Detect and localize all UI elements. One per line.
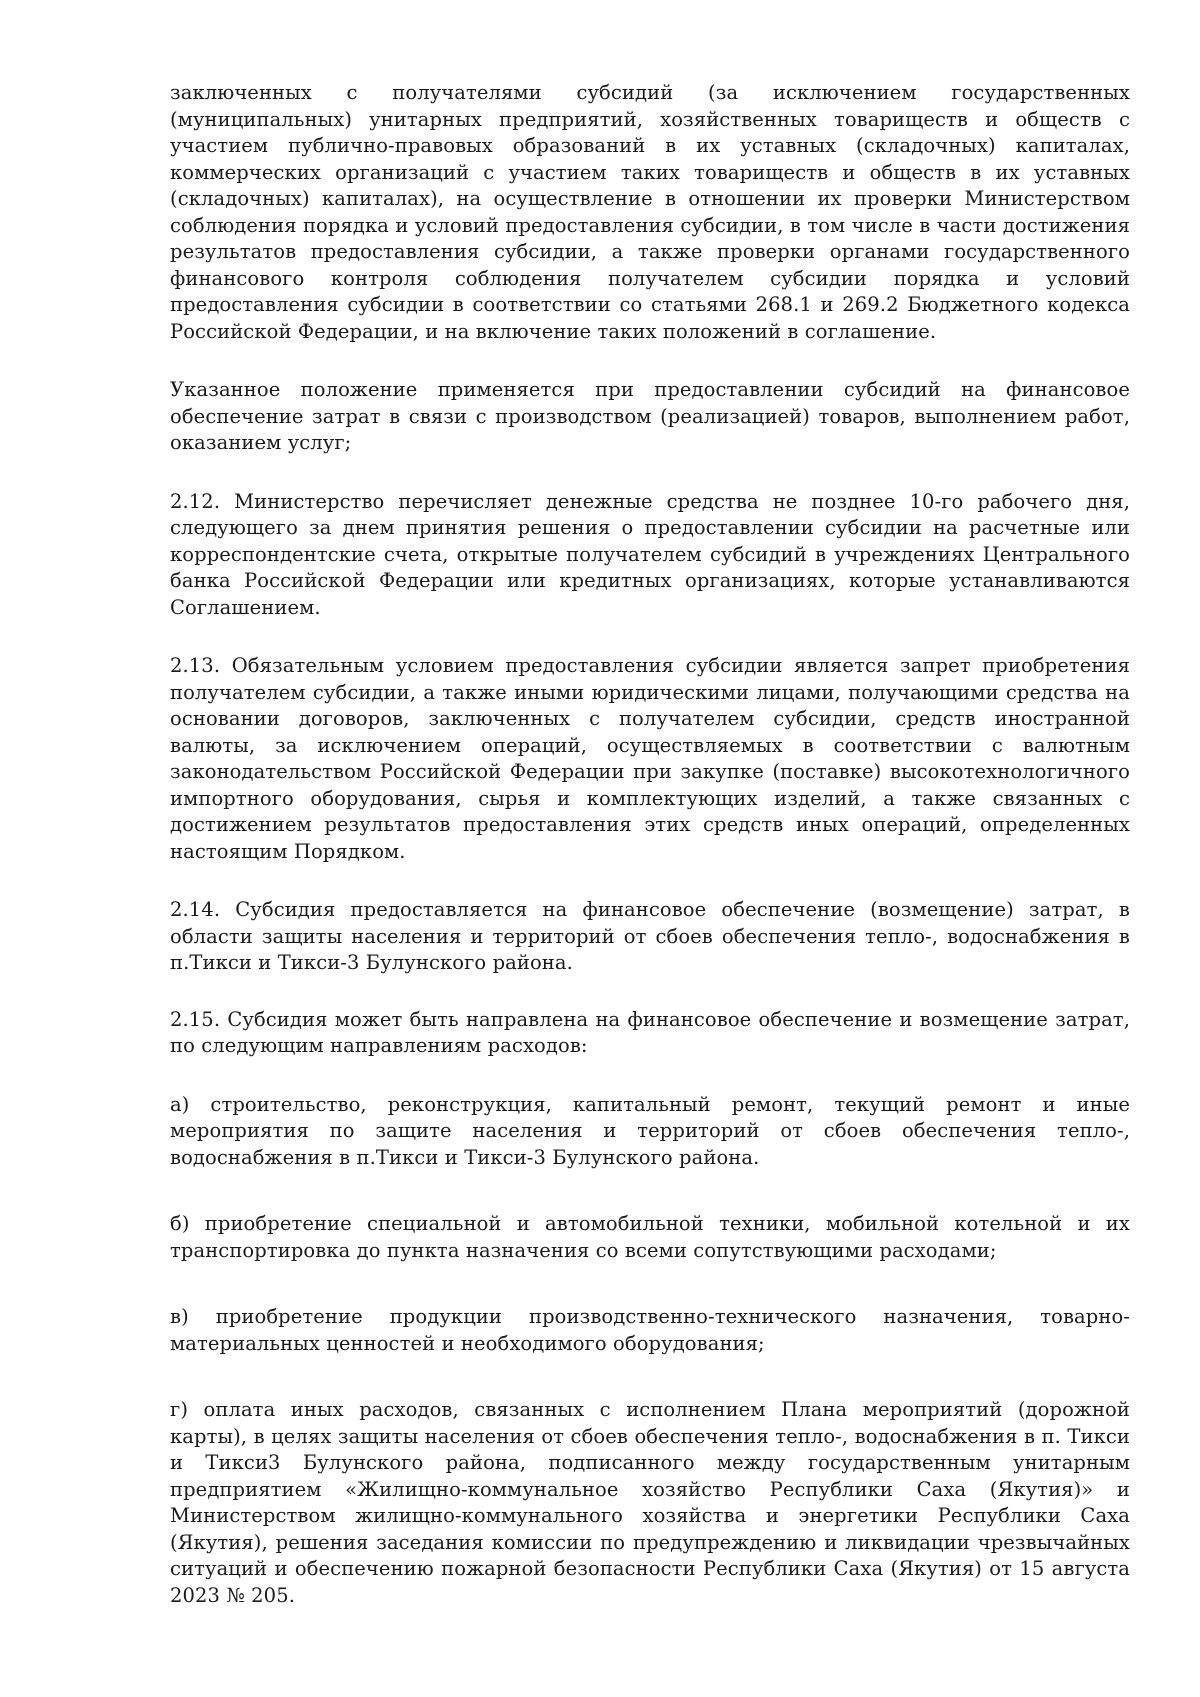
list-item-a: а) строительство, реконструкция, капитальный ремонт, текущий ремонт и иные мероприятия по защите населения и территорий от сбоев обеспечения тепло-, водоснабжения в п.Тикси и Тикси-3 Булунского района. xyxy=(170,1092,1130,1169)
paragraph-2-15: 2.15. Субсидия может быть направлена на финансовое обеспечение и возмещение затрат, по следующим направлениям расходов: xyxy=(170,1007,1130,1057)
list-item-b: б) приобретение специальной и автомобильной техники, мобильной котельной и их транспортировка до пункта назначения со всеми сопутствующими расходами; xyxy=(170,1212,1130,1262)
paragraph-2-12: 2.12. Министерство перечисляет денежные средства не позднее 10-го рабочего дня, следующего за днем принятия решения о предоставлении субсидии на расчетные или корреспондентские счета, открытые получателем субсидий в учреждениях Центрального банка Российской Федерации или кредитных организациях, которые устанавливаются Соглашением. xyxy=(170,489,1130,619)
document-body xyxy=(170,80,1130,1609)
paragraph-2-14: 2.14. Субсидия предоставляется на финансовое обеспечение (возмещение) затрат, в области защиты населения и территорий от сбоев обеспечения тепло-, водоснабжения в п.Тикси и Тикси-3 Булунского района. xyxy=(170,898,1130,974)
paragraph-2-13: 2.13. Обязательным условием предоставления субсидии является запрет приобретения получателем субсидии, а также иными юридическими лицами, получающими средства на основании договоров, заключенных с получателем субсидии, средств иностранной валюты, за исключением операций, осуществляемых в соответствии с валютным законодательством Российской Федерации при закупке (поставке) высокотехнологичного импортного оборудования, сырья и комплектующих изделий, а также связанных с достижением результатов предоставления этих средств иных операций, определенных настоящим Порядком. xyxy=(170,654,1130,863)
list-item-g: г) оплата иных расходов, связанных с исполнением Плана мероприятий (дорожной карты), в целях защиты населения от сбоев обеспечения тепло-, водоснабжения в п. Тикси и Тикси3 Булунского района, подписанного между государственным унитарным предприятием «Жилищно-коммунальное хозяйство Республики Саха (Якутия)» и Министерством жилищно-коммунального хозяйства и энергетики Республики Саха (Якутия), решения заседания комиссии по предупреждению и ликвидации чрезвычайных ситуаций и обеспечению пожарной безопасности Республики Саха (Якутия) от 15 августа 2023 № 205. xyxy=(170,1398,1130,1607)
paragraph-applicability: Указанное положение применяется при предоставлении субсидий на финансовое обеспечение затрат в связи с производством (реализацией) товаров, выполнением работ, оказанием услуг; xyxy=(170,378,1130,454)
paragraph-continuation: заключенных с получателями субсидий (за исключением государственных (муниципальных) унитарных предприятий, хозяйственных товариществ и обществ с участием публично-правовых образований в их уставных (складочных) капиталах, коммерческих организаций с участием таких товариществ и обществ в их уставных (складочных) капиталах), на осуществление в отношении их проверки Министерством соблюдения порядка и условий предоставления субсидии, в том числе в части достижения результатов предоставления субсидии, а также проверки органами государственного финансового контроля соблюдения получателем субсидии порядка и условий предоставления субсидии в соответствии со статьями 268.1 и 269.2 Бюджетного кодекса Российской Федерации, и на включение таких положений в соглашение. xyxy=(170,81,1130,343)
list-item-v: в) приобретение продукции производственно-технического назначения, товарно-материальных ценностей и необходимого оборудования; xyxy=(170,1305,1130,1355)
